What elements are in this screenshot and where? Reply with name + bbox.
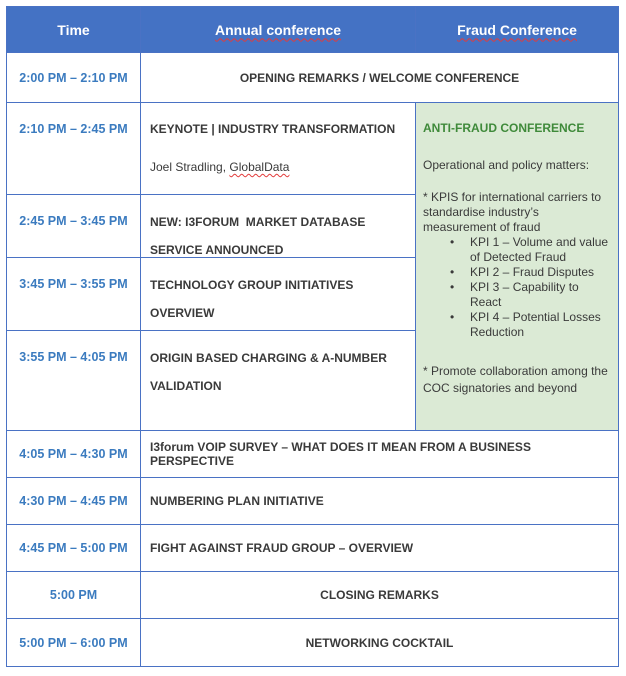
activity-cell <box>140 257 416 331</box>
header-fraud <box>415 6 619 53</box>
kpi-item: • KPI 3 – Capability to React <box>470 280 610 310</box>
kpi-list <box>423 235 610 340</box>
time-cell <box>6 102 141 195</box>
time-label: 2:45 PM – 3:45 PM <box>19 214 128 228</box>
time-label: 2:00 PM – 2:10 PM <box>19 70 128 85</box>
activity-label: CLOSING REMARKS <box>320 588 439 602</box>
time-cell <box>6 618 141 667</box>
activity-cell <box>140 330 416 431</box>
time-label: 3:55 PM – 4:05 PM <box>19 350 128 364</box>
policy-matters: Operational and policy matters: <box>423 158 590 172</box>
activity-label: NUMBERING PLAN INITIATIVE <box>150 494 324 508</box>
activity-cell <box>140 477 619 525</box>
time-cell <box>6 257 141 331</box>
activity-cell <box>140 52 619 103</box>
activity-cell <box>140 524 619 572</box>
activity-line: ORIGIN BASED CHARGING & A-NUMBER <box>150 351 387 365</box>
activity-label: NETWORKING COCKTAIL <box>305 635 454 650</box>
time-cell <box>6 52 141 103</box>
time-cell <box>6 477 141 525</box>
kpi-intro: * KPIS for international carriers to standardise industry’s measurement of fraud <box>423 190 602 234</box>
activity-line: SERVICE ANNOUNCED <box>150 243 284 257</box>
time-cell <box>6 194 141 258</box>
anti-fraud-panel <box>415 102 619 431</box>
kpi-item: • KPI 2 – Fraud Disputes <box>470 265 610 280</box>
kpi-item: • KPI 4 – Potential Losses Reduction <box>470 310 610 340</box>
activity-label: OPENING REMARKS / WELCOME CONFERENCE <box>239 70 520 85</box>
activity-label: I3forum VOIP SURVEY – WHAT DOES IT MEAN FROM A BUSINESS PERSPECTIVE <box>150 440 531 468</box>
time-cell <box>6 430 141 478</box>
time-label: 4:45 PM – 5:00 PM <box>19 541 128 555</box>
anti-fraud-title: ANTI-FRAUD CONFERENCE <box>423 121 585 135</box>
kpi-item: • KPI 1 – Volume and value of Detected Fraud <box>470 235 610 265</box>
activity-line: TECHNOLOGY GROUP INITIATIVES <box>150 278 354 292</box>
header-time-label: Time <box>57 21 90 38</box>
agenda-table <box>6 6 619 667</box>
header-annual <box>140 6 416 53</box>
activity-cell <box>140 102 416 195</box>
header-fraud-label: Fraud Conference <box>457 21 577 38</box>
time-cell <box>6 524 141 572</box>
header-time <box>6 6 141 53</box>
header-annual-label: Annual conference <box>214 21 342 38</box>
activity-line: VALIDATION <box>150 379 222 393</box>
speaker-name: Joel Stradling, <box>150 160 230 174</box>
activity-label: FIGHT AGAINST FRAUD GROUP – OVERVIEW <box>150 541 414 555</box>
activity-label: KEYNOTE | INDUSTRY TRANSFORMATION <box>150 122 396 136</box>
time-label: 5:00 PM – 6:00 PM <box>19 635 128 650</box>
activity-cell <box>140 571 619 619</box>
activity-cell <box>140 430 619 478</box>
time-label: 3:45 PM – 3:55 PM <box>19 277 128 291</box>
speaker <box>150 160 289 174</box>
time-label: 4:30 PM – 4:45 PM <box>19 494 128 508</box>
activity-line: NEW: I3FORUM MARKET DATABASE <box>150 215 366 229</box>
promote-collaboration: * Promote collaboration among the COC signatories and beyond <box>423 364 608 395</box>
time-label: 5:00 PM <box>49 588 98 602</box>
time-label: 4:05 PM – 4:30 PM <box>19 447 128 461</box>
activity-line: OVERVIEW <box>150 306 215 320</box>
time-cell <box>6 571 141 619</box>
activity-cell <box>140 618 619 667</box>
time-label: 2:10 PM – 2:45 PM <box>19 122 128 136</box>
activity-cell <box>140 194 416 258</box>
speaker-org: GlobalData <box>229 160 290 174</box>
time-cell <box>6 330 141 431</box>
